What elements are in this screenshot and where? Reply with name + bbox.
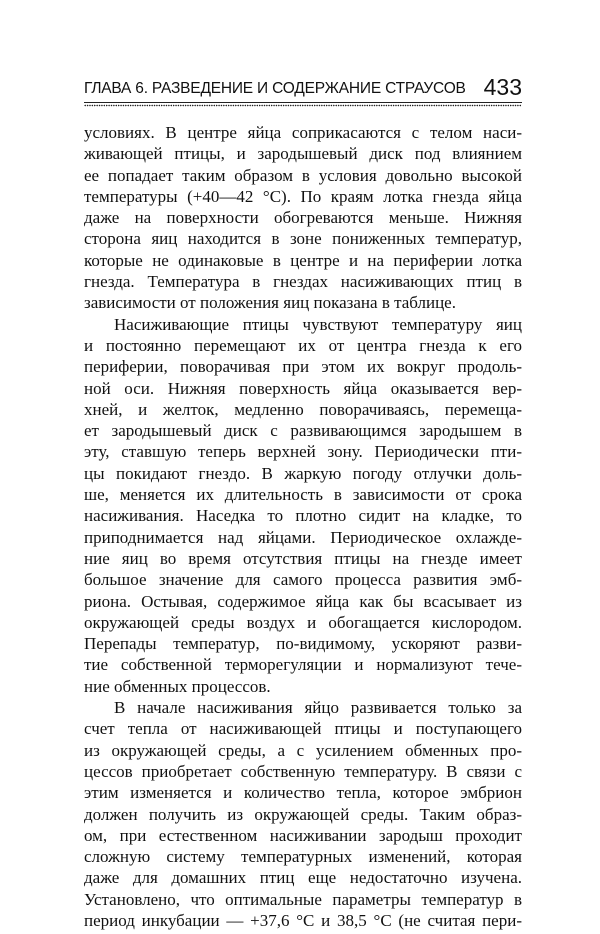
text-line: зависимости от положения яиц показана в таблице. <box>84 293 456 313</box>
text-line: которые не одинаковые в центре и на периферии лотка <box>84 250 522 270</box>
text-line: ом, при естественном насиживании зародыш проходит <box>84 825 522 845</box>
text-line: Установлено, что оптимальные параметры температур в <box>84 889 522 909</box>
text-line: живающей птицы, и зародышевый диск под влиянием <box>84 144 522 164</box>
page-number: 433 <box>483 74 522 100</box>
text-line: эту, ставшую теперь верхней зону. Периодически пти- <box>84 442 522 462</box>
text-line: насиживания. Наседка то плотно сидит на кладке, то <box>84 506 522 526</box>
text-line: и постоянно перемещают их от центра гнезда к его <box>84 335 522 355</box>
text-line: периферии, поворачивая при этом их вокруг продоль- <box>84 357 522 377</box>
text-line: даже на поверхности обогреваются меньше. Нижняя <box>84 208 522 228</box>
text-line: приподнимается над яйцами. Периодическое охлажде- <box>84 527 522 547</box>
text-line: сложную систему температурных изменений, которая <box>84 847 522 867</box>
text-line: ние яиц во время отсутствия птицы на гнезде имеет <box>84 548 522 568</box>
header-rule <box>84 102 522 107</box>
text-line: гнезда. Температура в гнездах насиживающих птиц в <box>84 272 522 292</box>
text-line: цы покидают гнездо. В жаркую погоду отлучки доль- <box>84 463 522 483</box>
text-line: ет зародышевый диск с развивающимся зародышем в <box>84 421 522 441</box>
text-line: условиях. В центре яйца соприкасаются с телом наси- <box>84 123 522 142</box>
chapter-title: ГЛАВА 6. РАЗВЕДЕНИЕ И СОДЕРЖАНИЕ СТРАУСОВ <box>84 80 466 97</box>
text-line: тие собственной терморегуляции и нормализуют тече- <box>84 655 522 675</box>
text-line: хней, и желток, медленно поворачиваясь, перемеща- <box>84 399 522 419</box>
text-line: из окружающей среды, а с усилением обменных про- <box>84 740 522 760</box>
text-line: сторона яиц находится в зоне пониженных температур, <box>84 229 522 249</box>
text-line: окружающей среды воздух и обогащается кислородом. <box>84 612 522 632</box>
text-line: температуры (+40—42 °С). По краям лотка гнезда яйца <box>84 186 522 206</box>
text-line: этим изменяется и количество тепла, которое эмбрион <box>84 783 522 803</box>
text-line: ной оси. Нижняя поверхность яйца оказывается вер- <box>84 378 522 398</box>
text-line: В начале насиживания яйцо развивается только за <box>114 698 522 718</box>
text-line: Перепады температур, по-видимому, ускоряют разви- <box>84 634 522 654</box>
text-line: цессов приобретает собственную температуру. В связи с <box>84 761 522 781</box>
text-line: ше, меняется их длительность в зависимости от срока <box>84 485 522 505</box>
text-line: ее попадает таким образом в условия довольно высокой <box>84 165 522 185</box>
body-text <box>84 122 522 931</box>
text-line: большое значение для самого процесса развития эмб- <box>84 570 522 590</box>
text-line: период инкубации — +37,6 °С и 38,5 °С (не считая пери- <box>84 910 522 930</box>
text-line: Насиживающие птицы чувствуют температуру яиц <box>114 314 522 334</box>
text-line: риона. Остывая, содержимое яйца как бы всасывает из <box>84 591 522 611</box>
text-line: даже для домашних птиц еще недостаточно изучена. <box>84 868 522 888</box>
running-head <box>84 74 522 104</box>
text-line: ние обменных процессов. <box>84 676 271 696</box>
text-line: должен получить из окружающей среды. Таким образ- <box>84 804 522 824</box>
text-line: счет тепла от насиживающей птицы и поступающего <box>84 719 522 739</box>
